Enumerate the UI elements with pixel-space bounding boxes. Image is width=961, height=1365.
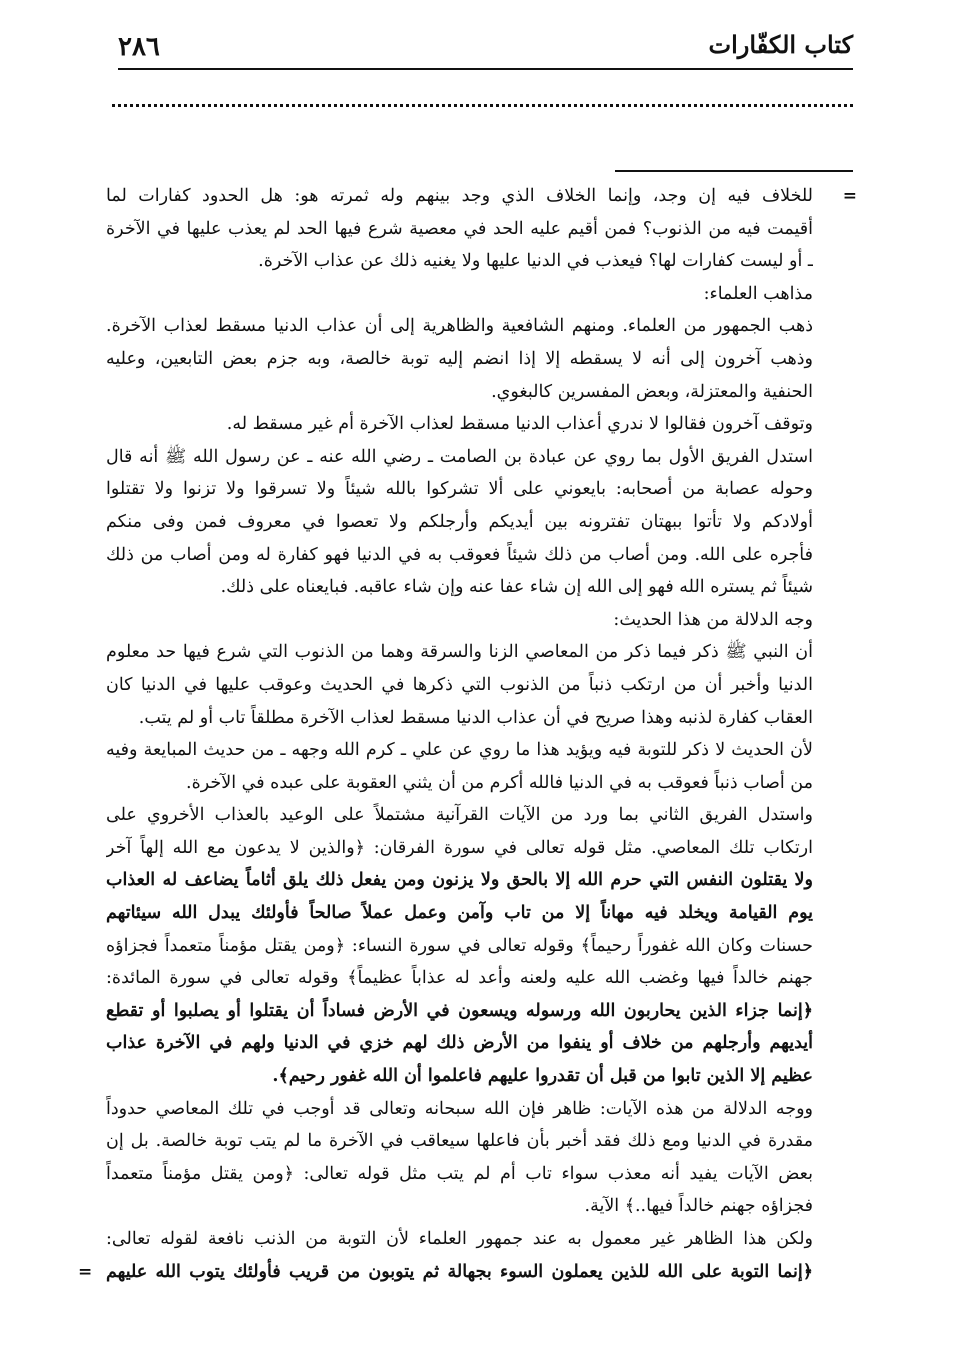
footnote-line: وحوله عصابة من أصحابه: بايعوني على ألا تشركوا بالله شيئاً ولا تسرقوا ولا تزنوا ولا تقتلوا — [106, 479, 813, 500]
footnote-line: فأجره على الله. ومن أصاب من ذلك شيئاً فعوقب به في الدنيا فهو كفارة له ومن أصاب من ذلك — [106, 544, 813, 565]
footnote-line: العقاب كفارة لذنبه وهذا صريح في أن عذاب الدنيا مسقط لعذاب الآخرة مطلقاً تاب أو لم يتب. — [138, 707, 813, 728]
footnote-line: ـ أو ليست كفارات لها؟ فيعذب في الدنيا عليها ولا يغنيه ذلك عن عذاب الآخرة. — [258, 251, 813, 272]
footnote-line: الحنفية والمعتزلة، وبعض المفسرين كالبغوي. — [491, 381, 813, 402]
footnote-line: فجزاؤه جهنم خالداً فيها..﴾ الآية. — [584, 1196, 813, 1217]
footnote-line: واستدل الفريق الثاني بما ورد من الآيات القرآنية مشتملاً على الوعيد بالعذاب الأخروي على — [106, 805, 813, 826]
quran-quote-line: يوم القيامة ويخلد فيه مهاناً إلا من تاب وآمن وعمل عملاً صالحاً فأولئك يبدل الله سيئاتهم — [106, 903, 813, 924]
footnote-line: أولادكم ولا تأتوا ببهتان تفترونه بين أيديكم وأرجلكم ولا تعصوا في معروف فمن وفى منكم — [106, 511, 813, 532]
footnote-heading: وجه الدلالة من هذا الحديث: — [613, 609, 813, 630]
footnote-line: ووجه الدلالة من هذه الآيات: ظاهر فإن الله سبحانه وتعالى قد أوجب في تلك المعاصي حدوداً — [106, 1098, 813, 1119]
footnote-line: وذهب آخرون إلى أنه لا يسقطه إلا إذا انضم إليه توبة خالصة، وبه جزم بعض التابعين، وعليه — [106, 348, 813, 369]
quran-quote-line: أيديهم وأرجلهم من خلاف أو ينفوا من الأرض ذلك لهم خزي في الدنيا ولهم في الآخرة عذاب — [106, 1033, 813, 1054]
footnote-separator — [615, 170, 853, 172]
footnote-end-continuation-mark: = — [78, 1261, 93, 1282]
footnote-line: جهنم خالداً فيها وغضب الله عليه ولعنه وأعد له عذاباً عظيماً﴾ وقوله تعالى في سورة المائدة: — [106, 968, 813, 989]
footnote-line: ولكن هذا الظاهر غير معمول به عند جمهور العلماء لأن التوبة من الذنب نافعة لقوله تعالى: — [106, 1229, 813, 1249]
quran-quote-line: ولا يقتلون النفس التي حرم الله إلا بالحق ولا يزنون ومن يفعل ذلك يلق أثاماً يضاعف له العذاب — [106, 870, 813, 891]
footnote-line: للخلاف فيه إن وجد، وإنما الخلاف الذي وجد بينهم وله ثمرته هو: هل الحدود كفارات لما — [106, 186, 813, 206]
quran-quote-line: عظيم إلا الذين تابوا من قبل أن تقدروا عليهم فاعلموا أن الله غفور رحيم﴾. — [272, 1066, 813, 1087]
footnote-line: حسنات وكان الله غفوراً رحيماً﴾ وقوله تعالى في سورة النساء: ﴿ومن يقتل مؤمناً متعمداً فجزاؤه — [106, 935, 813, 956]
footnote-body — [78, 180, 813, 1288]
footnote-line: أقيمت فيه من الذنوب؟ فمن أقيم عليه الحد في معصية شرع فيها الحد لم يعذب عليها في الآخرة — [106, 218, 813, 239]
footnote-line: بعض الآيات يفيد أنه معذب سواء تاب أم لم يتب مثل قوله تعالى: ﴿ومن يقتل مؤمناً متعمداً — [106, 1163, 813, 1184]
footnote-line: وتوقف آخرون فقالوا لا ندري أعذاب الدنيا مسقط لعذاب الآخرة أم غير مسقط له. — [226, 414, 813, 435]
footnote-line: شيئاً ثم يستره الله فهو إلى الله إن شاء عفا عنه وإن شاء عاقبه. فبايعناه على ذلك. — [220, 577, 813, 598]
footnote-last-line — [78, 1256, 813, 1289]
footnote-line: استدل الفريق الأول بما روي عن عبادة بن الصامت ـ رضي الله عنه ـ عن رسول الله ﷺ أنه قال — [106, 446, 813, 467]
quran-quote-line: ﴿إنما التوبة على الله للذين يعملون السوء بجهالة ثم يتوبون من قريب فأولئك يتوب الله عليهم — [106, 1261, 813, 1282]
footnote-line: ذهب الجمهور من العلماء. ومنهم الشافعية والظاهرية إلى أن عذاب الدنيا مسقط لعذاب الآخرة. — [106, 316, 813, 337]
footnote-heading: مذاهب العلماء: — [703, 283, 813, 304]
quran-quote-line: ﴿إنما جزاء الذين يحاربون الله ورسوله ويسعون في الأرض فساداً أن يقتلوا أو يصلبوا أو تقطع — [106, 1000, 813, 1021]
footnote-continuation-mark: = — [842, 186, 857, 206]
main-text-dotted-placeholder — [112, 104, 853, 107]
footnote-line: لأن الحديث لا ذكر للتوبة فيه ويؤيد هذا ما روي عن علي ـ كرم الله وجهه ـ من حديث المبايعة وفيه — [106, 740, 813, 761]
footnote-line: الدنيا وأخبر أن من ارتكب ذنباً من الذنوب التي ذكرها في الحديث وعوقب عليها في الدنيا كان — [106, 674, 813, 695]
running-title: كتاب الكفّارات — [708, 30, 853, 59]
footnote-line: مقدرة في الدنيا ومع ذلك فقد أخبر بأن فاعلها سيعاقب في الآخرة ما لم يتب توبة خالصة. بل إن — [106, 1131, 813, 1152]
page-header — [118, 24, 853, 70]
footnote-line: أن النبي ﷺ ذكر فيما ذكر من المعاصي الزنا والسرقة وهما من الذنوب التي شرع فيها حد معلوم — [106, 642, 813, 663]
footnote-line: ارتكاب تلك المعاصي. مثل قوله تعالى في سورة الفرقان: ﴿والذين لا يدعون مع الله إلهاً آخر — [106, 837, 813, 858]
footnote-line: من أصاب ذنباً فعوقب به في الدنيا فالله أكرم من أن يثني العقوبة على عبده في الآخرة. — [186, 772, 813, 793]
page-number: ٢٨٦ — [118, 32, 160, 62]
